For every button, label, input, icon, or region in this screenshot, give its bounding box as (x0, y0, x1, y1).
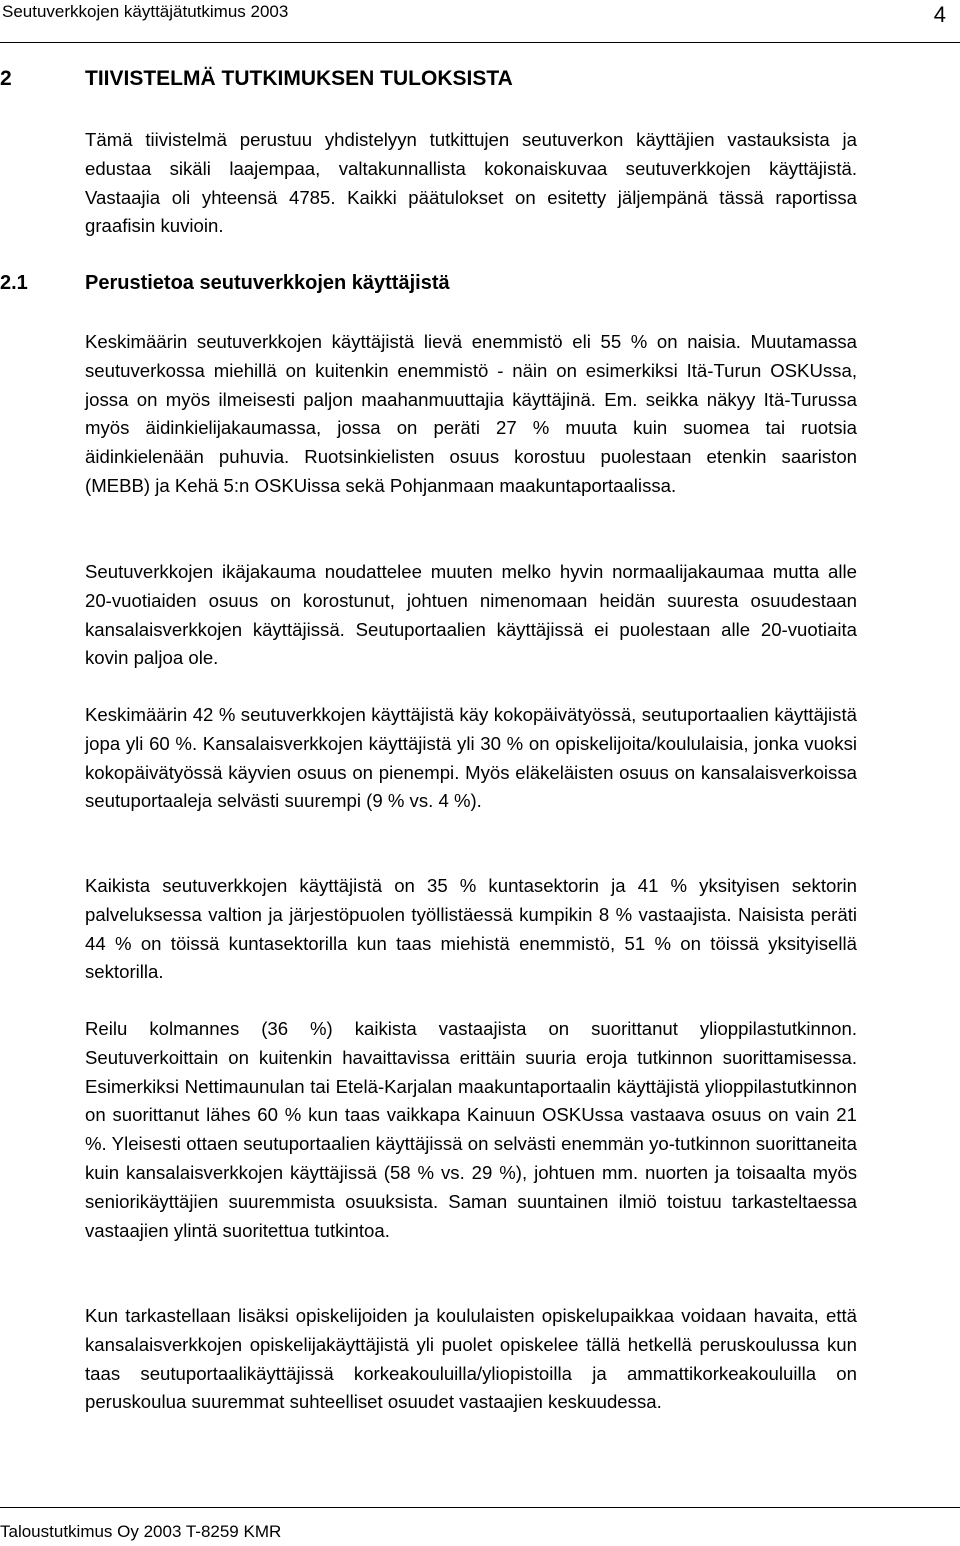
body-paragraph: Seutuverkkojen ikäjakauma noudattelee muuten melko hyvin normaalijakaumaa mutta alle 20-vuotiaiden osuus on korostunut, johtuen nimenomaan heidän suuresta osuudestaan kansalaisverkkojen käyttäjissä. Seutuportaalien käyttäjissä ei puolestaan alle 20-vuotiaita kovin paljoa ole. (85, 561, 857, 669)
body-paragraph: Kun tarkastellaan lisäksi opiskelijoiden ja koululaisten opiskelupaikkaa voidaan havaita, että kansalaisverkkojen opiskelijakäyttäjistä yli puolet opiskelee tällä hetkellä peruskoulussa kun taas seutuportaalikäyttäjissä korkeakouluilla/yliopistoilla ja ammattikorkeakouluilla on peruskoulua suuremmat suhteelliset osuudet vastaajien keskuudessa. (85, 1305, 857, 1413)
page-number: 4 (933, 2, 946, 27)
body-paragraph: Keskimäärin 42 % seutuverkkojen käyttäjistä käy kokopäivätyössä, seutuportaalien käyttäjistä jopa yli 60 %. Kansalaisverkkojen käyttäjistä yli 30 % on opiskelijoita/koululaisia, jonka vuoksi kokopäivätyössä käyvien osuus on pienempi. Myös eläkeläisten osuus on kansalaisverkoissa seutuportaaleja selvästi suurempi (9 % vs. 4 %). (85, 704, 857, 812)
running-header-title: Seutuverkkojen käyttäjätutkimus 2003 (2, 2, 289, 21)
chapter-heading (0, 67, 513, 91)
body-paragraph: Kaikista seutuverkkojen käyttäjistä on 35 % kuntasektorin ja 41 % yksityisen sektorin palveluksessa valtion ja järjestöpuolen työllistäessä kumpikin 8 % vastaajista. Naisista peräti 44 % on töissä kuntasektorilla kun taas miehistä enemmistö, 51 % on töissä yksityisellä sektorilla. (85, 875, 857, 983)
section-heading (0, 272, 450, 295)
intro-paragraph: Tämä tiivistelmä perustuu yhdistelyyn tutkittujen seutuverkon käyttäjien vastauksista ja edustaa sikäli laajempaa, valtakunnallista kokonaiskuvaa seutuverkkojen käyttäjistä. Vastaajia oli yhteensä 4785. Kaikki päätulokset on esitetty jäljempänä tässä raportissa graafisin kuvioin. (85, 129, 857, 237)
body-paragraph: Reilu kolmannes (36 %) kaikista vastaajista on suorittanut ylioppilastutkinnon. Seutuverkoittain on kuitenkin havaittavissa erittäin suuria eroja tutkinnon suorittamisessa. Esimerkiksi Nettimaunulan tai Etelä-Karjalan maakuntaportaalin käyttäjistä ylioppilastutkinnon on suorittanut lähes 60 % kun taas vaikkapa Kainuun OSKUssa vastaava osuus on vain 21 %. Yleisesti ottaen seutuportaalien käyttäjissä on selvästi enemmän yo-tutkinnon suorittaneita kuin kansalaisverkkojen käyttäjissä (58 % vs. 29 %), johtuen mm. nuorten ja toisaalta myös seniorikäyttäjien suuremmista osuuksista. Saman suuntainen ilmiö toistuu tarkasteltaessa vastaajien ylintä suoritettua tutkintoa. (85, 1018, 857, 1241)
chapter-title: TIIVISTELMÄ TUTKIMUKSEN TULOKSISTA (85, 67, 513, 90)
footer-text: Taloustutkimus Oy 2003 T-8259 KMR (0, 1522, 282, 1541)
header-divider (0, 42, 960, 43)
chapter-number: 2 (0, 67, 12, 90)
section-number: 2.1 (0, 272, 28, 294)
body-paragraph: Keskimäärin seutuverkkojen käyttäjistä lievä enemmistö eli 55 % on naisia. Muutamassa seutuverkossa miehillä on kuitenkin enemmistö - näin on esimerkiksi Itä-Turun OSKUssa, jossa on myös ilmeisesti paljon maahanmuuttajia käyttäjinä. Em. seikka näkyy Itä-Turussa myös äidinkielijakaumassa, jossa on peräti 27 % muuta kuin suomea tai ruotsia äidinkielenään puhuvia. Ruotsinkielisten osuus korostuu puolestaan etenkin saariston (MEBB) ja Kehä 5:n OSKUissa sekä Pohjanmaan maakuntaportaalissa. (85, 331, 857, 496)
section-title: Perustietoa seutuverkkojen käyttäjistä (85, 272, 450, 294)
footer-divider (0, 1507, 960, 1508)
